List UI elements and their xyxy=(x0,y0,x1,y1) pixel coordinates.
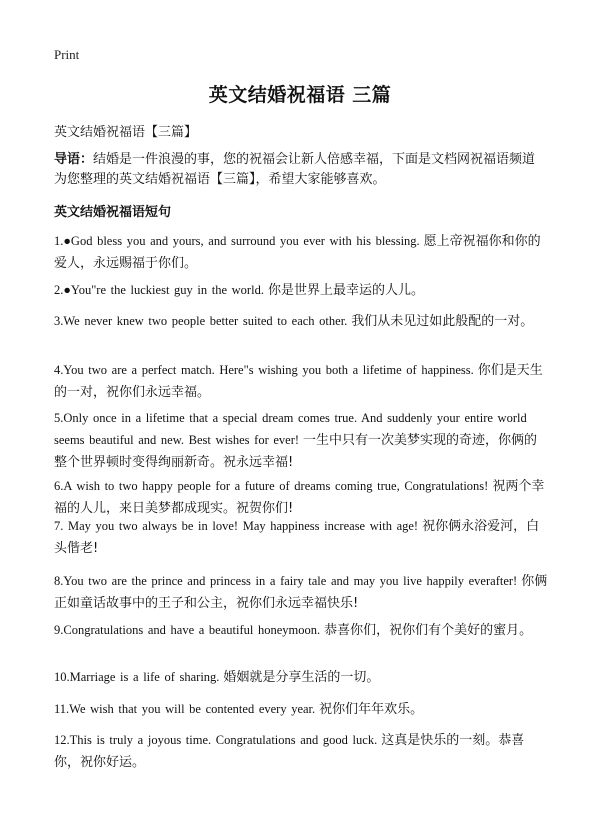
blessing-chinese: 这真是快乐的一刻。恭喜你，祝你好运。 xyxy=(54,733,525,770)
blessing-chinese: 你是世界上最幸运的人儿。 xyxy=(267,283,424,298)
blessing-item xyxy=(54,729,548,773)
blessing-chinese: 祝两个幸福的人儿，来日美梦都成现实。祝贺你们! xyxy=(54,479,545,516)
blessing-english: 11.We wish that you will be contented every year. xyxy=(54,702,316,716)
blessing-item xyxy=(54,698,548,720)
blessing-chinese: 我们从未见过如此般配的一对。 xyxy=(351,314,534,329)
blessing-english: 4.You two are a perfect match. Here"s wishing you both a lifetime of happiness. xyxy=(54,363,474,377)
blessing-chinese: 你们是天生的一对，祝你们永远幸福。 xyxy=(54,363,543,400)
blessing-english: 12.This is truly a joyous time. Congratulations and good luck. xyxy=(54,733,378,747)
blessing-english: 1.●God bless you and yours, and surround you ever with his blessing. xyxy=(54,234,420,248)
blessing-item xyxy=(54,279,548,301)
blessing-item xyxy=(54,475,548,519)
intro-text: 结婚是一件浪漫的事，您的祝福会让新人倍感幸福，下面是文档网祝福语频道为您整理的英文结婚祝福语【三篇】，希望大家能够喜欢。 xyxy=(54,152,536,187)
blessing-english: 2.●You"re the luckiest guy in the world. xyxy=(54,283,264,297)
print-label[interactable]: Print xyxy=(54,47,80,62)
blessing-english: 8.You two are the prince and princess in a fairy tale and may you live happily everafter! xyxy=(54,574,518,588)
blessing-chinese: 恭喜你们，祝你们有个美好的蜜月。 xyxy=(324,623,533,638)
blessing-item xyxy=(54,230,548,274)
blessing-chinese: 愿上帝祝福你和你的爱人，永远赐福于你们。 xyxy=(54,234,541,271)
blessing-english: 3.We never knew two people better suited to each other. xyxy=(54,314,348,328)
document-subtitle: 英文结婚祝福语【三篇】 xyxy=(54,125,198,140)
intro-paragraph xyxy=(54,150,544,190)
page-title: 英文结婚祝福语 三篇 xyxy=(208,84,392,106)
blessing-chinese: 祝你俩永浴爱河，白头偕老! xyxy=(54,519,540,556)
blessing-english: 7. May you two always be in love! May happiness increase with age! xyxy=(54,519,419,533)
blessing-item xyxy=(54,666,548,688)
section-heading: 英文结婚祝福语短句 xyxy=(54,205,172,220)
blessing-chinese: 祝你们年年欢乐。 xyxy=(319,702,424,717)
blessing-item xyxy=(54,570,548,614)
blessing-english: 9.Congratulations and have a beautiful honeymoon. xyxy=(54,623,321,637)
blessing-item xyxy=(54,619,548,641)
blessing-chinese: 一生中只有一次美梦实现的奇迹，你俩的整个世界顿时变得绚丽新奇。祝永远幸福! xyxy=(54,433,538,470)
blessing-item xyxy=(54,359,548,403)
blessing-item xyxy=(54,407,548,473)
blessing-english: 5.Only once in a lifetime that a special dream comes true. And suddenly your entire world seems beautiful and new. Best wishes for ever! xyxy=(54,411,527,447)
blessing-chinese: 婚姻就是分享生活的一切。 xyxy=(223,670,380,685)
intro-label: 导语： xyxy=(54,152,94,167)
blessing-item xyxy=(54,310,548,332)
blessing-chinese: 你俩正如童话故事中的王子和公主，祝你们永远幸福快乐! xyxy=(54,574,548,611)
blessing-english: 6.A wish to two happy people for a future of dreams coming true, Congratulations! xyxy=(54,479,489,493)
blessing-item xyxy=(54,515,548,559)
blessing-english: 10.Marriage is a life of sharing. xyxy=(54,670,220,684)
